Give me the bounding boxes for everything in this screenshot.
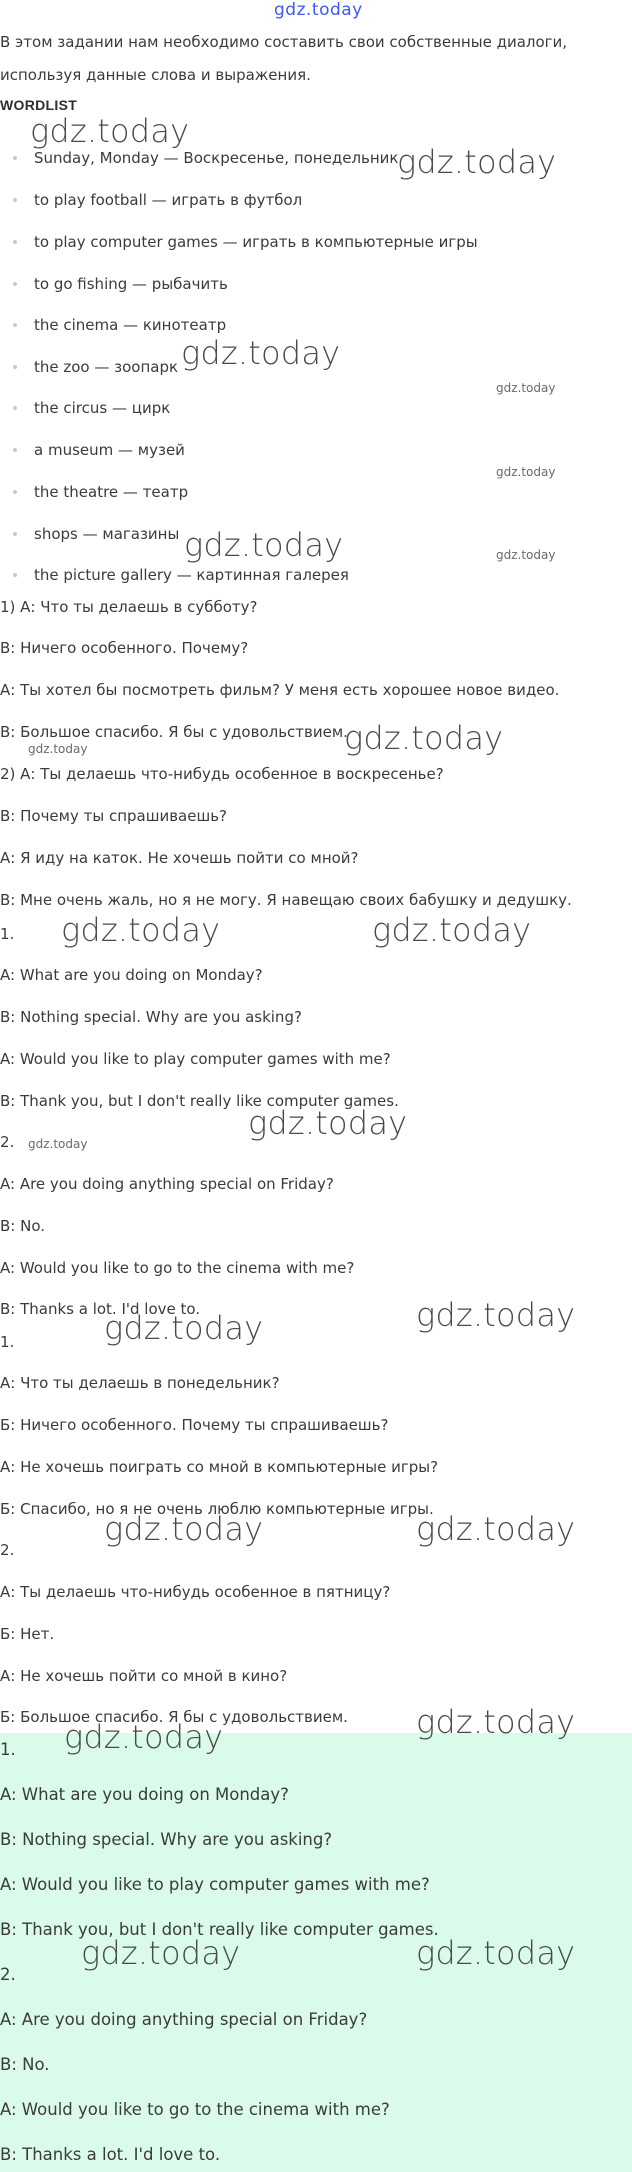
bullet-icon bbox=[13, 198, 17, 202]
dialogue-line: A: Are you doing anything special on Friday? bbox=[0, 1175, 334, 1193]
dialogue-line: A: Would you like to go to the cinema with me? bbox=[0, 1259, 355, 1277]
watermark: gdz.today bbox=[28, 742, 88, 756]
dialogue-line: А: Ты хотел бы посмотреть фильм? У меня есть хорошее новое видео. bbox=[0, 681, 560, 699]
bullet-icon bbox=[13, 490, 17, 494]
bullet-icon bbox=[13, 323, 17, 327]
dialogue-number: 1. bbox=[0, 1740, 16, 1759]
dialogue-line: B: Nothing special. Why are you asking? bbox=[0, 1830, 333, 1849]
bullet-icon bbox=[13, 532, 17, 536]
watermark: gdz.today bbox=[81, 1934, 241, 1972]
dialogue-number: 2. bbox=[0, 1541, 15, 1559]
dialogue-line: A: Would you like to play computer games with me? bbox=[0, 1050, 391, 1068]
wordlist-item: the circus — цирк bbox=[0, 398, 170, 418]
watermark: gdz.today bbox=[496, 465, 556, 479]
wordlist-item: shops — магазины bbox=[0, 524, 179, 544]
dialogue-line: B: Thanks a lot. I'd love to. bbox=[0, 2145, 221, 2164]
dialogue-line: А: Ты делаешь что-нибудь особенное в пятницу? bbox=[0, 1583, 391, 1601]
dialogue-line: В: Большое спасибо. Я бы с удовольствием. bbox=[0, 723, 348, 741]
wordlist-item: a museum — музей bbox=[0, 440, 185, 460]
watermark: gdz.today bbox=[496, 548, 556, 562]
dialogue-line: 2) А: Ты делаешь что-нибудь особенное в воскресенье? bbox=[0, 765, 444, 783]
dialogue-line: 1) А: Что ты делаешь в субботу? bbox=[0, 598, 258, 616]
wordlist-item: to play football — играть в футбол bbox=[0, 190, 302, 210]
wordlist-heading: WORDLIST bbox=[0, 97, 78, 113]
dialogue-line: B: Thank you, but I don't really like computer games. bbox=[0, 1920, 439, 1939]
dialogue-line: Б: Большое спасибо. Я бы с удовольствием. bbox=[0, 1708, 348, 1726]
watermark: gdz.today bbox=[104, 1510, 264, 1548]
dialogue-line: B: Thank you, but I don't really like computer games. bbox=[0, 1092, 399, 1110]
watermark: gdz.today bbox=[248, 1104, 408, 1142]
watermark: gdz.today bbox=[416, 1934, 576, 1972]
intro-line-2: используя данные слова и выражения. bbox=[0, 66, 311, 84]
dialogue-number: 2. bbox=[0, 1133, 15, 1151]
watermark: gdz.today bbox=[416, 1510, 576, 1548]
dialogue-line: A: Would you like to go to the cinema with me? bbox=[0, 2100, 390, 2119]
wordlist-item: Sunday, Monday — Воскресенье, понедельник bbox=[0, 148, 399, 168]
wordlist-item: to go fishing — рыбачить bbox=[0, 274, 228, 294]
watermark: gdz.today bbox=[496, 381, 556, 395]
watermark: gdz.today bbox=[30, 112, 190, 150]
bullet-icon bbox=[13, 448, 17, 452]
bullet-icon bbox=[13, 573, 17, 577]
watermark: gdz.today bbox=[64, 1718, 224, 1756]
intro-line-1: В этом задании нам необходимо составить свои собственные диалоги, bbox=[0, 33, 568, 51]
dialogue-line: А: Не хочешь пойти со мной в кино? bbox=[0, 1667, 288, 1685]
watermark: gdz.today bbox=[397, 143, 557, 181]
watermark: gdz.today bbox=[184, 526, 344, 564]
wordlist-item: to play computer games — играть в компьютерные игры bbox=[0, 232, 478, 252]
watermark: gdz.today bbox=[416, 1296, 576, 1334]
dialogue-number: 1. bbox=[0, 1333, 15, 1351]
dialogue-number: 1. bbox=[0, 925, 15, 943]
bullet-icon bbox=[13, 156, 17, 160]
dialogue-line: Б: Нет. bbox=[0, 1625, 55, 1643]
watermark: gdz.today bbox=[28, 1137, 88, 1151]
dialogue-line: А: Что ты делаешь в понедельник? bbox=[0, 1374, 280, 1392]
dialogue-line: В: Почему ты спрашиваешь? bbox=[0, 807, 227, 825]
wordlist-item: the theatre — театр bbox=[0, 482, 188, 502]
watermark: gdz.today bbox=[344, 719, 504, 757]
dialogue-line: Б: Спасибо, но я не очень люблю компьютерные игры. bbox=[0, 1500, 434, 1518]
dialogue-line: Б: Ничего особенного. Почему ты спрашиваешь? bbox=[0, 1416, 389, 1434]
dialogue-line: B: Nothing special. Why are you asking? bbox=[0, 1008, 302, 1026]
dialogue-line: B: No. bbox=[0, 1217, 46, 1235]
wordlist-item: the zoo — зоопарк bbox=[0, 357, 178, 377]
dialogue-line: В: Ничего особенного. Почему? bbox=[0, 639, 249, 657]
dialogue-line: A: What are you doing on Monday? bbox=[0, 966, 263, 984]
dialogue-line: В: Мне очень жаль, но я не могу. Я навещаю своих бабушку и дедушку. bbox=[0, 891, 572, 909]
watermark: gdz.today bbox=[104, 1309, 264, 1347]
site-watermark-header[interactable]: gdz.today bbox=[274, 0, 363, 20]
dialogue-line: А: Я иду на каток. Не хочешь пойти со мной? bbox=[0, 849, 359, 867]
watermark: gdz.today bbox=[61, 911, 221, 949]
dialogue-line: B: No. bbox=[0, 2055, 50, 2074]
bullet-icon bbox=[13, 240, 17, 244]
dialogue-number: 2. bbox=[0, 1965, 16, 1984]
dialogue-line: B: Thanks a lot. I'd love to. bbox=[0, 1300, 201, 1318]
watermark: gdz.today bbox=[372, 911, 532, 949]
watermark: gdz.today bbox=[416, 1703, 576, 1741]
dialogue-line: A: Are you doing anything special on Friday? bbox=[0, 2010, 368, 2029]
wordlist-item: the picture gallery — картинная галерея bbox=[0, 565, 349, 585]
wordlist-item: the cinema — кинотеатр bbox=[0, 315, 226, 335]
bullet-icon bbox=[13, 365, 17, 369]
watermark: gdz.today bbox=[181, 334, 341, 372]
bullet-icon bbox=[13, 282, 17, 286]
dialogue-line: A: What are you doing on Monday? bbox=[0, 1785, 289, 1804]
dialogue-line: А: Не хочешь поиграть со мной в компьютерные игры? bbox=[0, 1458, 439, 1476]
dialogue-line: A: Would you like to play computer games with me? bbox=[0, 1875, 430, 1894]
bullet-icon bbox=[13, 406, 17, 410]
